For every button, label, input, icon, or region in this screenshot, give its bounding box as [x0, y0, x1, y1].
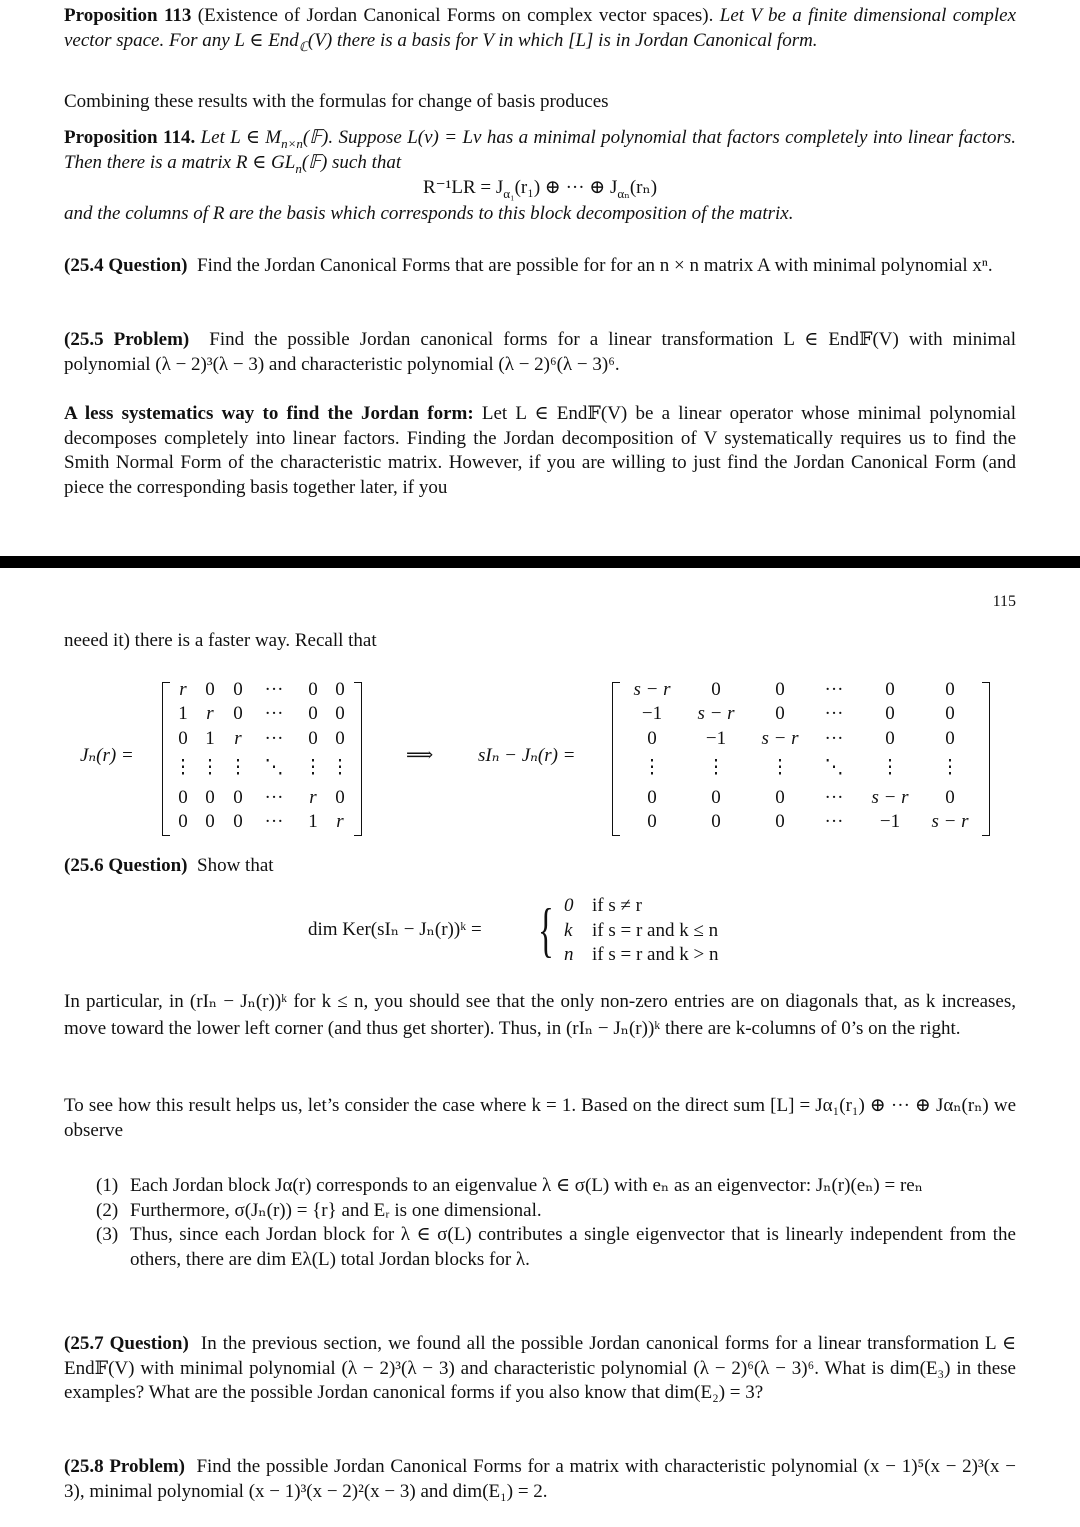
- char-matrix-cell-4-0: 0: [647, 787, 657, 808]
- equation-part-1: R⁻¹LR = J: [422, 177, 504, 198]
- jordan-block-cell-3-4: ⋮: [303, 757, 323, 778]
- jordan-block-cell-3-3: ⋱: [264, 757, 284, 778]
- jordan-block-cell-5-1: 0: [205, 811, 215, 832]
- list-item-text: Furthermore, σ(Jₙ(r)) = {r} and Eᵣ is one dimensional.: [130, 1199, 542, 1221]
- proposition-114: [64, 126, 1016, 226]
- proposition-114-text: [64, 126, 1016, 175]
- question-25-6-text: Show that: [197, 855, 274, 876]
- dim-ker-lhs: dim Ker(sIₙ − Jₙ(r))ᵏ =: [308, 919, 482, 940]
- to-see-text: To see how this result helps us, let’s consider the case where k = 1. Based on the direct sum [L] = Jα₁(r₁) ⊕ ··· ⊕ Jαₙ(rₙ) we observe: [64, 1095, 1016, 1141]
- question-25-7-label: (25.7 Question): [64, 1333, 189, 1354]
- question-25-4-text: Find the Jordan Canonical Forms that are possible for for an n × n matrix A with minimal polynomial xⁿ.: [197, 255, 993, 276]
- jordan-block-cell-0-5: 0: [335, 679, 345, 700]
- jordan-block-cell-0-4: 0: [308, 679, 318, 700]
- list-item: [64, 1199, 1016, 1224]
- jordan-block-cell-4-2: 0: [233, 787, 243, 808]
- jordan-block-cell-0-1: 0: [205, 679, 215, 700]
- proposition-113: [64, 4, 1016, 53]
- jordan-block-cell-2-2: r: [234, 728, 242, 749]
- jordan-block-cell-5-0: 0: [178, 811, 188, 832]
- question-25-7-text: In the previous section, we found all the possible Jordan canonical forms for a linear transformation L ∈ End𝔽(V) with minimal polynomial (λ − 2)³(λ − 3) and characteristic polynomial (λ − 2)⁶(λ − 3)⁶. What is dim(E₃) in these examples? What are the possible Jordan canonical forms if you also know that dim(E₂) = 3?: [64, 1333, 1017, 1403]
- proposition-114-statement-rest-sub: n: [295, 160, 302, 176]
- page-separator: [0, 556, 1080, 568]
- proposition-113-statement-rest: (V) there is a basis for V in which [L] is in Jordan Canonical form.: [307, 29, 818, 51]
- continued-paragraph: [64, 629, 1016, 654]
- jordan-block-cell-0-3: ···: [264, 679, 284, 700]
- jordan-block-cell-4-4: r: [309, 787, 317, 808]
- less-systematic-label: A less systematics way to find the Jordan form:: [64, 403, 474, 424]
- proposition-113-statement: Let V be a finite dimensional complex vector space. For any L ∈ End: [64, 5, 1017, 51]
- question-25-4: [64, 254, 1016, 279]
- char-matrix-cell-1-4: 0: [885, 703, 895, 724]
- proposition-113-title: (Existence of Jordan Canonical Forms on complex vector spaces).: [197, 5, 714, 26]
- question-25-4-label: (25.4 Question): [64, 255, 188, 276]
- list-item: [64, 1223, 1016, 1272]
- observation-list: [64, 1174, 1016, 1272]
- less-systematic-paragraph: [64, 402, 1016, 500]
- to-see-paragraph: [64, 1094, 1016, 1143]
- jordan-block-cell-5-4: 1: [308, 811, 318, 832]
- jordan-block-cell-2-4: 0: [308, 728, 318, 749]
- proposition-113-statement-sub: ℂ: [298, 38, 308, 54]
- problem-25-8-label: (25.8 Problem): [64, 1456, 185, 1477]
- case-condition: if s = r and k > n: [592, 944, 719, 965]
- jordan-block-cell-4-0: 0: [178, 787, 188, 808]
- question-25-6: [64, 854, 1016, 879]
- problem-25-8-text: Find the possible Jordan Canonical Forms for a matrix with characteristic polynomial (x − 1)⁵(x − 2)³(x − 3), minimal polynomial (x − 1)³(x − 2)²(x − 3) and dim(E₁) = 2.: [64, 1456, 1016, 1502]
- implies-arrow: ⟹: [406, 745, 434, 766]
- char-matrix-cell-1-5: 0: [945, 703, 955, 724]
- case-row: [564, 943, 718, 968]
- problem-25-5-label: (25.5 Problem): [64, 329, 190, 350]
- char-matrix-cell-3-4: ⋮: [880, 757, 900, 778]
- char-matrix-cell-2-0: 0: [647, 728, 657, 749]
- jordan-block-cell-4-3: ···: [264, 787, 284, 808]
- jordan-block-cell-5-2: 0: [233, 811, 243, 832]
- char-matrix-cell-2-4: 0: [885, 728, 895, 749]
- problem-25-8: [64, 1455, 1016, 1504]
- particular-text: In particular, in (rIₙ − Jₙ(r))ᵏ for k ≤ n, you should see that the only non-zero entries are on diagonals that, as k increases, move toward the lower left corner (and thus get shorter). Thus, in (rIₙ − Jₙ(r))ᵏ there are k-columns of 0’s on the right.: [64, 991, 1016, 1039]
- combining-text: Combining these results with the formulas for change of basis produces: [64, 91, 609, 112]
- equation-part-3: (rₙ): [629, 177, 658, 198]
- char-matrix-cell-0-2: 0: [775, 679, 785, 700]
- jordan-block-cell-0-0: r: [179, 679, 187, 700]
- char-matrix-cell-5-2: 0: [775, 811, 785, 832]
- char-matrix-cell-5-1: 0: [711, 811, 721, 832]
- proposition-114-after-text: and the columns of R are the basis which corresponds to this block decomposition of the matrix.: [64, 202, 794, 224]
- jordan-matrix-lhs-label: Jₙ(r) =: [80, 745, 134, 766]
- jordan-block-cell-4-1: 0: [205, 787, 215, 808]
- proposition-114-heading: Proposition 114.: [64, 127, 196, 148]
- list-item-text: Each Jordan block Jα(r) corresponds to an eigenvalue λ ∈ σ(L) with eₙ as an eigenvector: Jₙ(r)(eₙ) = reₙ: [130, 1175, 923, 1196]
- combining-paragraph: [64, 90, 1016, 115]
- proposition-114-statement-rest: (𝔽). Suppose L(v) = Lv has a minimal polynomial that factors completely into linear factors. Then there is a matrix R ∈ GL: [64, 127, 1017, 173]
- char-matrix-cell-3-0: ⋮: [642, 757, 662, 778]
- char-matrix-cell-5-3: ···: [824, 811, 844, 832]
- jordan-block-cell-1-4: 0: [308, 703, 318, 724]
- jordan-block-cell-1-5: 0: [335, 703, 345, 724]
- question-25-7: [64, 1332, 1016, 1406]
- less-systematic-text: Let L ∈ End𝔽(V) be a linear operator whose minimal polynomial decomposes completely into linear factors. Finding the Jordan decomposition of V systematically requires us to find the Smith Normal Form of the characteristic matrix. However, if you are willing to just find the Jordan Canonical Form (and piece the corresponding basis together later, if you: [64, 403, 1016, 498]
- proposition-114-equation: [64, 176, 1016, 201]
- proposition-114-statement-end: (𝔽) such that: [301, 151, 402, 173]
- jordan-block-cell-3-1: ⋮: [200, 757, 220, 778]
- case-condition: if s ≠ r: [592, 895, 643, 916]
- jordan-block-cell-3-5: ⋮: [330, 757, 350, 778]
- jordan-block-cell-0-2: 0: [233, 679, 243, 700]
- list-item-number: (3): [96, 1224, 119, 1245]
- char-matrix-cell-4-5: 0: [945, 787, 955, 808]
- cases-brace: {: [538, 897, 554, 963]
- case-row: [564, 894, 642, 919]
- case-value: k: [564, 919, 573, 941]
- char-matrix-cell-4-3: ···: [824, 787, 844, 808]
- char-matrix-cell-3-5: ⋮: [940, 757, 960, 778]
- case-row: [564, 919, 718, 944]
- jordan-block-cell-1-3: ···: [264, 703, 284, 724]
- jordan-block-cell-5-5: r: [336, 811, 344, 832]
- char-matrix-cell-4-1: 0: [711, 787, 721, 808]
- list-item-text: Thus, since each Jordan block for λ ∈ σ(L) contributes a single eigenvector that is linearly independent from the others, there are dim Eλ(L) total Jordan blocks for λ.: [130, 1224, 1016, 1270]
- equation-part-2: (r₁) ⊕ ··· ⊕ J: [514, 177, 618, 198]
- jordan-matrix-display: [0, 676, 1080, 856]
- char-matrix-cell-3-2: ⋮: [770, 757, 790, 778]
- question-25-6-label: (25.6 Question): [64, 855, 188, 876]
- proposition-113-text: [64, 4, 1016, 53]
- jordan-block-cell-1-1: r: [206, 703, 214, 724]
- jordan-block-cell-5-3: ···: [264, 811, 284, 832]
- char-matrix-cell-0-0: s − r: [633, 679, 671, 700]
- char-matrix-cell-1-3: ···: [824, 703, 844, 724]
- characteristic-matrix: [612, 676, 990, 840]
- char-matrix-cell-0-4: 0: [885, 679, 895, 700]
- char-matrix-cell-2-3: ···: [824, 728, 844, 749]
- jordan-block-matrix: [162, 676, 362, 840]
- char-matrix-cell-2-2: s − r: [761, 728, 799, 749]
- jordan-block-cell-1-0: 1: [178, 703, 188, 724]
- list-item-number: (1): [96, 1175, 119, 1196]
- char-matrix-cell-4-4: s − r: [871, 787, 909, 808]
- char-matrix-cell-1-0: −1: [641, 703, 663, 724]
- case-value: 0: [564, 895, 574, 916]
- char-matrix-cell-3-1: ⋮: [706, 757, 726, 778]
- char-matrix-cell-2-5: 0: [945, 728, 955, 749]
- jordan-block-cell-2-3: ···: [264, 728, 284, 749]
- char-matrix-cell-5-5: s − r: [931, 811, 969, 832]
- proposition-114-statement: Let L ∈ M: [200, 127, 282, 148]
- jordan-block-cell-2-1: 1: [205, 728, 215, 749]
- proposition-114-statement-sub: n×n: [281, 135, 303, 151]
- char-matrix-cell-1-1: s − r: [697, 703, 735, 724]
- char-matrix-cell-1-2: 0: [775, 703, 785, 724]
- list-item-number: (2): [96, 1199, 119, 1221]
- case-value: n: [564, 944, 574, 965]
- char-matrix-cell-2-1: −1: [705, 728, 727, 749]
- jordan-block-cell-4-5: 0: [335, 787, 345, 808]
- char-matrix-cell-0-3: ···: [824, 679, 844, 700]
- proposition-113-heading: Proposition 113: [64, 5, 192, 26]
- problem-25-5: [64, 328, 1016, 377]
- case-condition: if s = r and k ≤ n: [592, 919, 719, 941]
- jordan-block-cell-2-5: 0: [335, 728, 345, 749]
- problem-25-5-text: Find the possible Jordan canonical forms for a linear transformation L ∈ End𝔽(V) with minimal polynomial (λ − 2)³(λ − 3) and characteristic polynomial (λ − 2)⁶(λ − 3)⁶.: [64, 329, 1016, 375]
- equation-alpha-n: αₙ: [617, 185, 630, 201]
- char-matrix-cell-5-0: 0: [647, 811, 657, 832]
- char-matrix-cell-4-2: 0: [775, 787, 785, 808]
- char-matrix-cell-0-5: 0: [945, 679, 955, 700]
- equation-alpha-1: α₁: [503, 185, 515, 201]
- proposition-114-after: [64, 202, 1016, 227]
- page-number: 115: [992, 593, 1016, 610]
- jordan-block-cell-3-0: ⋮: [173, 757, 193, 778]
- char-matrix-cell-0-1: 0: [711, 679, 721, 700]
- jordan-block-cell-1-2: 0: [233, 703, 243, 724]
- char-matrix-cell-3-3: ⋱: [824, 757, 844, 778]
- list-item: [64, 1174, 1016, 1199]
- continued-text: neeed it) there is a faster way. Recall that: [64, 630, 377, 651]
- particular-paragraph: [64, 988, 1016, 1042]
- jordan-block-cell-2-0: 0: [178, 728, 188, 749]
- characteristic-matrix-label: sIₙ − Jₙ(r) =: [478, 745, 576, 766]
- char-matrix-cell-5-4: −1: [879, 811, 901, 832]
- jordan-block-cell-3-2: ⋮: [228, 757, 248, 778]
